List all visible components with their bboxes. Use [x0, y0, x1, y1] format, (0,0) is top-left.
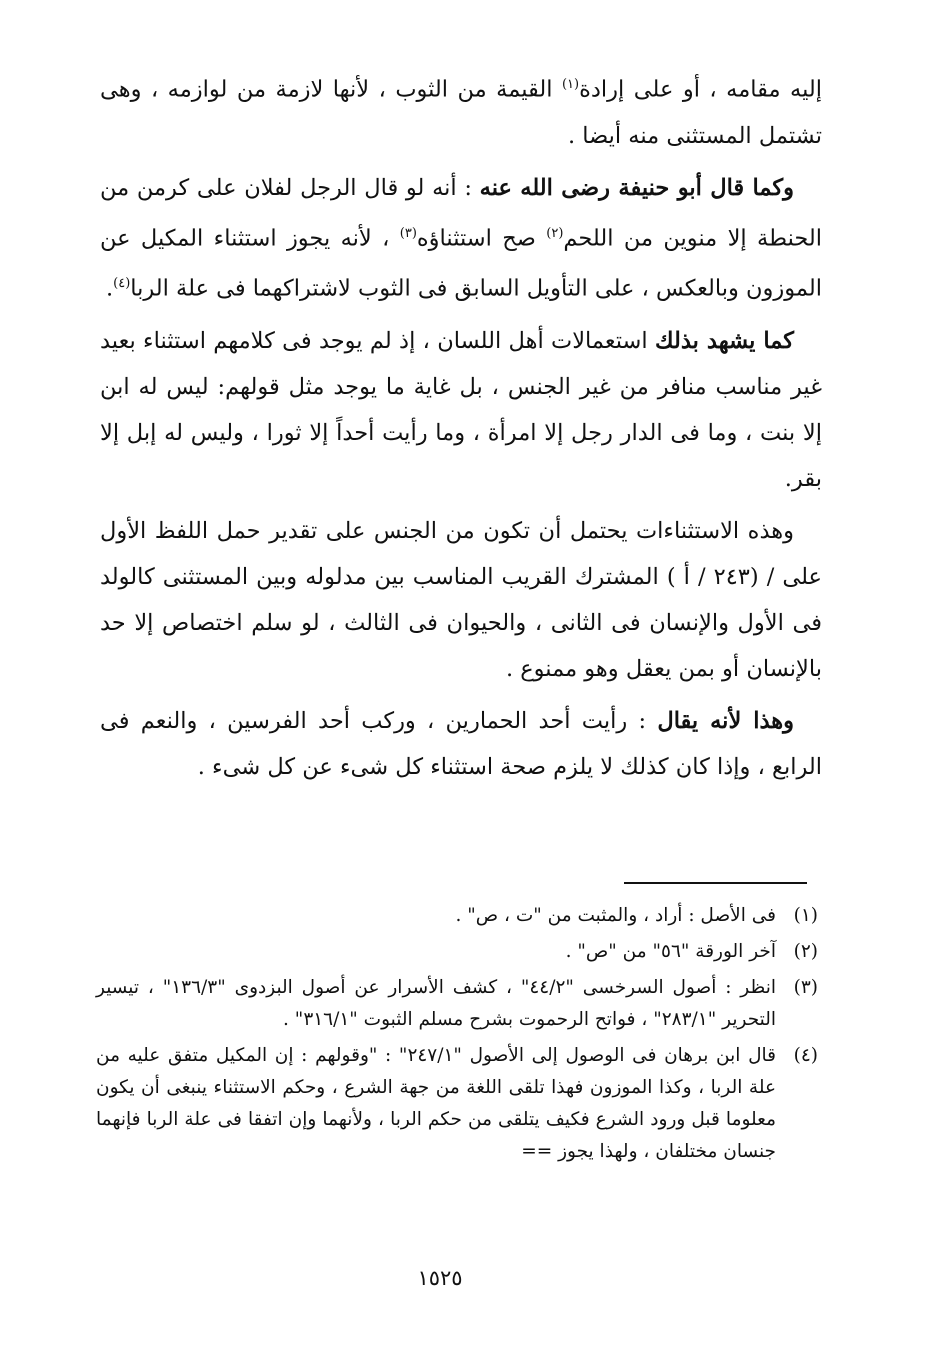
paragraph-5-text: : رأيت أحد الحمارين ، وركب أحد الفرسين ، والنعم فى الرابع ، وإذا كان كذلك لا يلزم صحة استثناء كل شىء عن كل شىء . [100, 707, 822, 780]
footnote-4 [96, 1040, 818, 1168]
footnote-1-text: فى الأصل : أراد ، والمثبت من "ت ، ص" . [455, 905, 776, 926]
footnote-1 [96, 900, 818, 932]
footnote-3 [96, 972, 818, 1036]
paragraph-1-text-cont: القيمة من الثوب ، لأنها لازمة من لوازمه ، وهى تشتمل المستثنى منه أيضا . [100, 76, 822, 149]
paragraph-5 [100, 698, 822, 790]
paragraph-3-text: استعمالات أهل اللسان ، إذ لم يوجد فى كلامهم استثناء بعيد غير مناسب منافر من غير الجنس ، بل غاية ما يوجد مثل قولهم: ليس له ابن إلا بنت ، وما فى الدار رجل إلا امرأة ، وما رأيت أحداً إلا ثورا ، وليس له إبل إلا بقر. [100, 327, 822, 492]
footnote-3-text: انظر : أصول السرخسى "٤٤/٢" ، كشف الأسرار عن أصول البزدوى "١٣٦/٣" ، تيسير التحرير "٢٨٣/١" ، فواتح الرحموت بشرح مسلم الثبوت "٣١٦/١" . [96, 977, 776, 1030]
paragraph-5-lead: وهذا لأنه يقال [657, 707, 795, 734]
footnote-ref-2: (٢) [546, 225, 564, 241]
footnote-3-number: (٣) [793, 977, 818, 998]
footnote-separator [624, 882, 807, 884]
paragraph-2-end: . [105, 275, 114, 302]
footnote-4-text: قال ابن برهان فى الوصول إلى الأصول "٢٤٧/١" : "وقولهم : إن المكيل متفق عليه من علة الربا ، وكذا الموزون فهذا تلقى اللغة من جهة الشرع ، وحكم الاستثناء ينبغى أن يكون معلوما قبل ورود الشرع فكيف يتلقى من حكم الربا ، ولأنهما وإن اتفقا فى علة الربا فإنهما جنسان مختلفان ، ولهذا يجوز == [96, 1045, 776, 1162]
footnotes [96, 900, 818, 1172]
footnote-2-text: آخر الورقة "٥٦" من "ص" . [565, 941, 776, 962]
paragraph-4-text: وهذه الاستثناءات يحتمل أن تكون من الجنس على تقدير حمل اللفظ الأول على / (٢٤٣ / أ ) المشترك القريب المناسب بين مدلوله وبين المستثنى كالولد فى الأول والإنسان فى الثانى ، والحيوان فى الثالث ، لو سلم اختصاص إلا حد بالإنسان أو بمن يعقل وهو ممنوع . [100, 517, 822, 682]
paragraph-1 [100, 62, 822, 159]
paragraph-3 [100, 318, 822, 502]
footnote-2-number: (٢) [793, 941, 818, 962]
paragraph-2-text-cont2: ، لأنه يجوز استثناء المكيل عن الموزون وبالعكس ، على التأويل السابق فى الثوب لاشتراكهما فى علة الربا [100, 225, 822, 302]
paragraph-4 [100, 508, 822, 692]
footnote-4-number: (٤) [793, 1045, 818, 1066]
paragraph-2-text: : أنه لو قال الرجل لفلان على كرمن من الحنطة إلا منوين من اللحم [100, 174, 822, 251]
paragraph-1-text: إليه مقامه ، أو على إرادة [579, 76, 822, 103]
paragraph-2-text-cont: صح استثناؤه [416, 225, 547, 251]
page-number: ١٥٢٥ [417, 1266, 463, 1290]
main-text [100, 62, 822, 796]
footnote-1-number: (١) [793, 905, 818, 926]
footnote-ref-4: (٤) [113, 276, 131, 291]
paragraph-3-lead: كما يشهد بذلك [655, 327, 794, 354]
footnote-ref-1: (١) [561, 77, 580, 92]
footnote-2 [96, 936, 818, 968]
paragraph-2-lead: وكما قال أبو حنيفة رضى الله عنه [479, 174, 794, 201]
paragraph-2 [100, 165, 822, 312]
footnote-ref-3: (٣) [399, 225, 417, 241]
